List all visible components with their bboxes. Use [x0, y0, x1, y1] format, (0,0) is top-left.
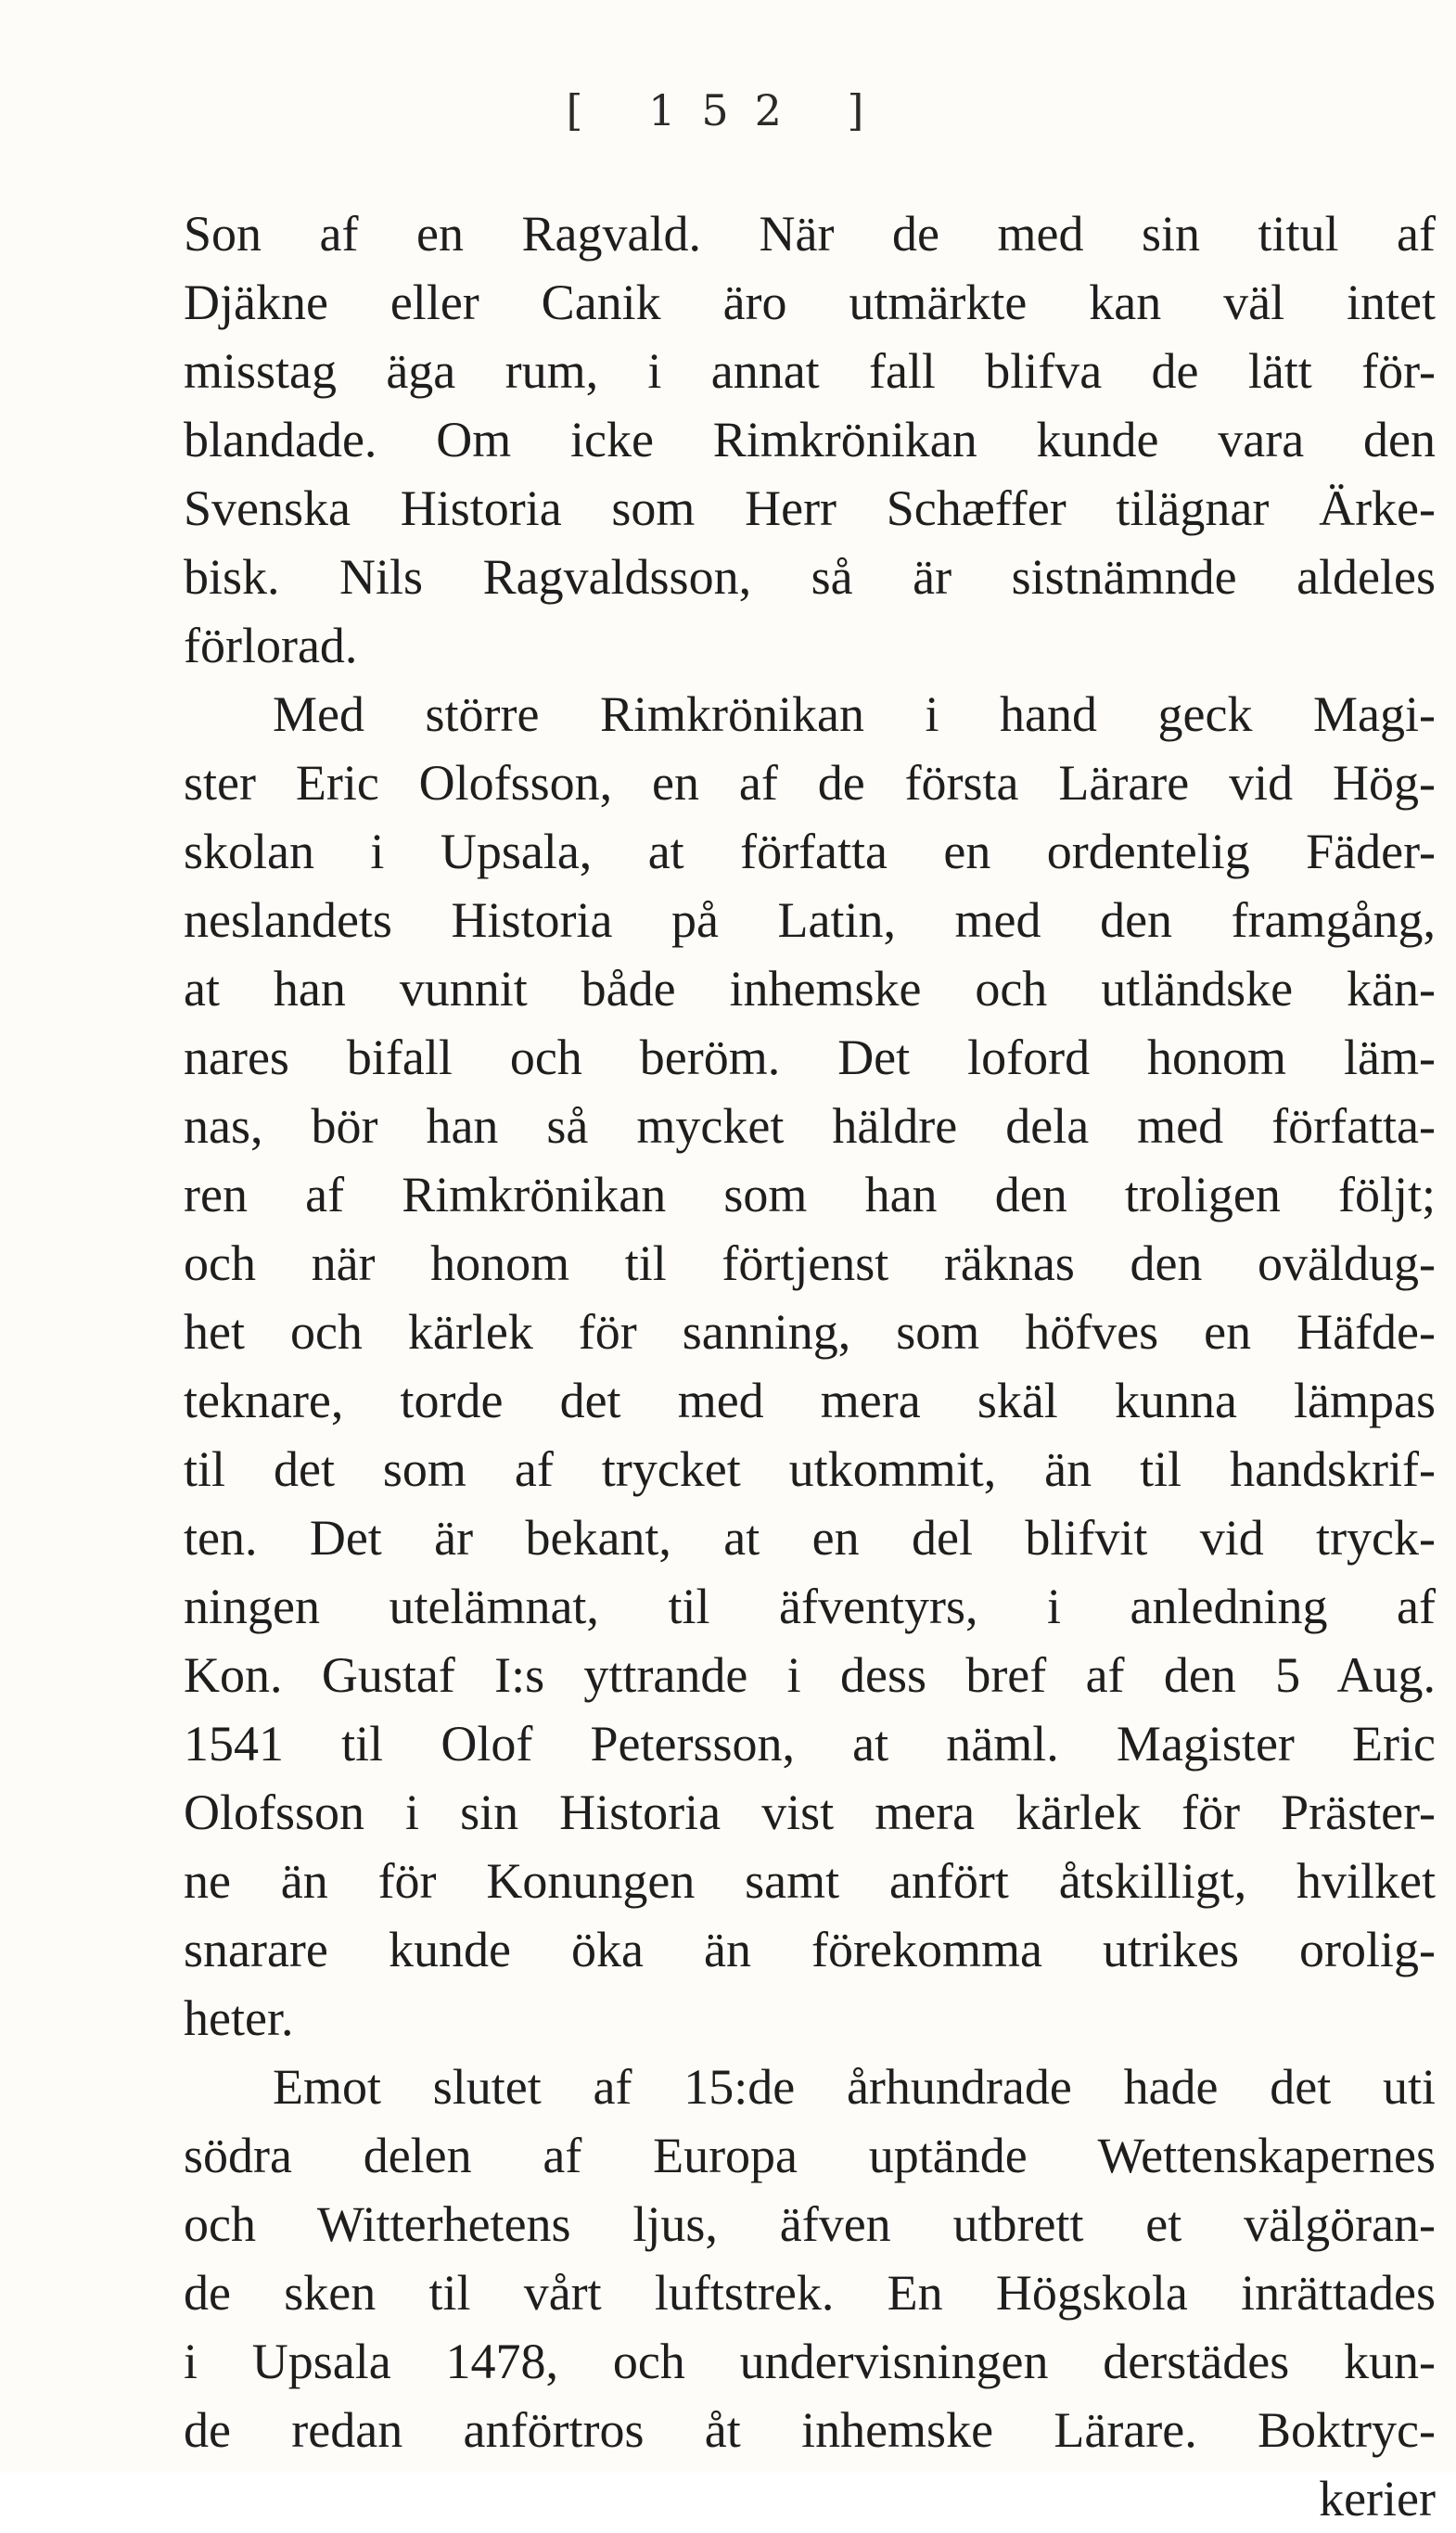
text-line: de sken til vårt luftstrek. En Högskola inrättades: [184, 2265, 1436, 2321]
text-line: nares bifall och beröm. Det loford honom läm-: [184, 1030, 1436, 1085]
text-line: och när honom til förtjenst räknas den oväldug-: [184, 1235, 1436, 1291]
text-line: i Upsala 1478, och undervisningen derstädes kun-: [184, 2334, 1436, 2389]
text-line: heter.: [184, 1990, 294, 2046]
text-line: förlorad.: [184, 618, 358, 673]
text-line: de redan anförtros åt inhemske Lärare. Boktryc-: [184, 2402, 1436, 2458]
page-body: [184, 199, 1436, 2533]
text-line: til det som af trycket utkommit, än til handskrif-: [184, 1441, 1436, 1497]
text-line: het och kärlek för sanning, som höfves en Häfde-: [184, 1304, 1436, 1360]
text-line: snarare kunde öka än förekomma utrikes orolig-: [184, 1922, 1436, 1977]
text-line: ne än för Konungen samt anfört åtskilligt, hvilket: [184, 1853, 1436, 1909]
text-line: och Witterhetens ljus, äfven utbrett et välgöran-: [184, 2196, 1436, 2252]
text-line: Svenska Historia som Herr Schæffer tilägnar Ärke-: [184, 480, 1436, 536]
text-line: teknare, torde det med mera skäl kunna lämpas: [184, 1373, 1436, 1428]
text-line: 1541 til Olof Petersson, at näml. Magister Eric: [184, 1716, 1436, 1772]
text-line: neslandets Historia på Latin, med den framgång,: [184, 892, 1436, 948]
text-line: Olofsson i sin Historia vist mera kärlek för Präster-: [184, 1785, 1436, 1840]
text-line: Son af en Ragvald. När de med sin titul af: [184, 206, 1436, 262]
text-line: bisk. Nils Ragvaldsson, så är sistnämnde aldeles: [184, 549, 1436, 605]
text-line: skolan i Upsala, at författa en ordentelig Fäder-: [184, 824, 1436, 879]
text-line: misstag äga rum, i annat fall blifva de lätt för-: [184, 343, 1436, 399]
text-line: ningen utelämnat, til äfventyrs, i anledning af: [184, 1579, 1436, 1634]
page-number: [ 152 ]: [566, 85, 890, 135]
text-line: Djäkne eller Canik äro utmärkte kan väl intet: [184, 275, 1436, 330]
text-line: nas, bör han så mycket häldre dela med författa-: [184, 1098, 1436, 1154]
catchword: kerier: [1319, 2471, 1436, 2527]
paragraph-start-line: Emot slutet af 15:de århundrade hade det uti: [273, 2059, 1436, 2115]
text-line: södra delen af Europa uptände Wettenskapernes: [184, 2128, 1436, 2183]
text-line: at han vunnit både inhemske och utländske kän-: [184, 961, 1436, 1017]
text-line: ten. Det är bekant, at en del blifvit vid tryck-: [184, 1510, 1436, 1566]
text-line: ster Eric Olofsson, en af de första Lärare vid Hög-: [184, 755, 1436, 811]
text-line: Kon. Gustaf I:s yttrande i dess bref af den 5 Aug.: [184, 1647, 1436, 1703]
text-line: blandade. Om icke Rimkrönikan kunde vara den: [184, 412, 1436, 467]
paragraph-start-line: Med större Rimkrönikan i hand geck Magi-: [273, 686, 1436, 742]
text-line: ren af Rimkrönikan som han den troligen följt;: [184, 1167, 1436, 1222]
